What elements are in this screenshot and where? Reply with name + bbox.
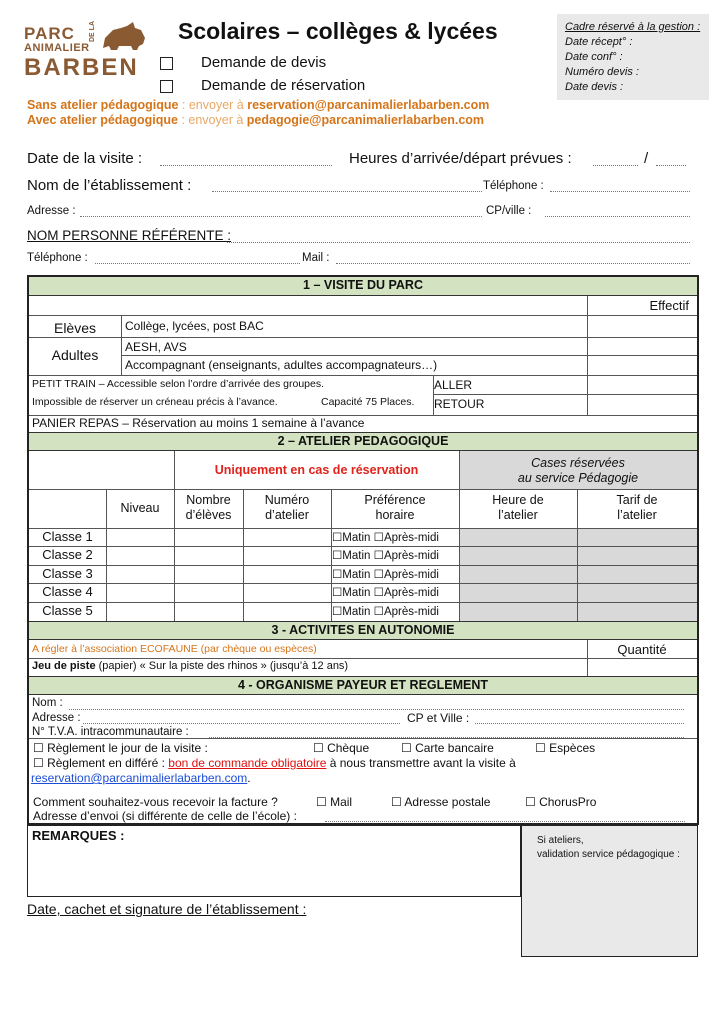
petit-train-desc: – Accessible selon l’ordre d’arrivée des groupes. — [95, 378, 325, 390]
reglement-differe[interactable] — [33, 756, 516, 770]
heure-arrivee-field[interactable] — [593, 165, 638, 166]
adresse-envoi-label: Adresse d’envoi (si différente de celle de l’école) : — [33, 809, 297, 823]
reservation-email-line — [31, 771, 251, 785]
header-tarif-atelier: Tarif de l’atelier — [616, 493, 658, 522]
signature-label: Date, cachet et signature de l’établissement : — [27, 901, 307, 917]
avec-atelier-label: Avec atelier pédagogique — [27, 113, 178, 127]
classe-row-label: Classe 3 — [42, 566, 93, 581]
eleves-label: Elèves — [53, 320, 97, 336]
facture-question: Comment souhaitez-vous recevoir la facture ? — [33, 795, 278, 809]
gestion-line: Date récept° : — [565, 36, 633, 48]
date-visite-field[interactable] — [160, 165, 332, 166]
cheque-option[interactable]: ☐ Chèque — [313, 741, 370, 755]
sans-atelier-label: Sans atelier pédagogique — [27, 98, 179, 112]
avec-atelier-line — [27, 113, 484, 127]
gestion-line: Date devis : — [565, 81, 624, 93]
date-visite-label: Date de la visite : — [27, 150, 143, 167]
apres-midi-checkbox[interactable]: ☐Après-midi — [373, 606, 439, 618]
logo-dela: DE LA — [89, 21, 96, 42]
jeu-de-piste-desc: (papier) « Sur la piste des rhinos » (jusqu’à 12 ans) — [95, 660, 349, 672]
sans-atelier-email[interactable]: reservation@parcanimalierlabarben.com — [247, 98, 490, 112]
header-heure-atelier: Heure de l’atelier — [492, 493, 544, 522]
payeur-cp-ville-field[interactable] — [475, 723, 684, 724]
adresse-envoi-field[interactable] — [325, 821, 685, 822]
form-title: Scolaires – collèges & lycées — [178, 18, 498, 44]
checkbox-devis-row[interactable] — [160, 54, 326, 71]
etablissement-field[interactable] — [212, 191, 482, 192]
header-preference: Préférence horaire — [364, 493, 426, 522]
section1-header: 1 – VISITE DU PARC — [29, 277, 697, 296]
cases-reservees-line1: Cases réservées — [531, 456, 625, 470]
validation-line1: Si ateliers, — [537, 835, 584, 846]
heure-depart-field[interactable] — [656, 165, 686, 166]
mail-field[interactable] — [336, 263, 690, 264]
label-reservation: Demande de réservation — [201, 77, 366, 94]
slash: / — [644, 150, 649, 167]
remarques-box[interactable] — [27, 825, 521, 897]
heures-label: Heures d’arrivée/départ prévues : — [349, 150, 572, 167]
validation-box — [521, 825, 698, 957]
section3-header: 3 - ACTIVITES EN AUTONOMIE — [29, 621, 697, 640]
aller-label: ALLER — [434, 378, 473, 392]
classe-row-label: Classe 1 — [42, 529, 93, 544]
matin-checkbox[interactable]: ☐Matin — [332, 550, 371, 562]
facture-mail-option[interactable]: ☐ Mail — [316, 795, 353, 809]
tva-label: N° T.V.A. intracommunautaire : — [32, 726, 189, 738]
mail-label: Mail : — [302, 252, 330, 264]
eleves-desc: Collège, lycées, post BAC — [125, 319, 264, 333]
payeur-nom-label: Nom : — [32, 697, 63, 709]
retour-label: RETOUR — [434, 397, 485, 411]
ecofaune-note: A régler à l’association ECOFAUNE (par chèque ou espèces) — [32, 643, 317, 655]
apres-midi-checkbox[interactable]: ☐Après-midi — [373, 532, 439, 544]
adresse-field[interactable] — [80, 216, 482, 217]
petit-train-line1 — [32, 378, 324, 390]
preference-row-2[interactable] — [332, 548, 439, 562]
gestion-title: Cadre réservé à la gestion : — [565, 21, 701, 33]
header-niveau: Niveau — [120, 501, 160, 515]
payeur-cp-ville-label: CP et Ville : — [407, 711, 470, 725]
preference-row-4[interactable] — [332, 585, 439, 599]
referent-field[interactable] — [227, 242, 690, 243]
preference-row-1[interactable] — [332, 530, 439, 544]
preference-row-3[interactable] — [332, 567, 439, 581]
adresse-label: Adresse : — [27, 205, 76, 217]
reservation-email-link[interactable]: reservation@parcanimalierlabarben.com — [31, 771, 248, 785]
preference-row-5[interactable] — [332, 604, 439, 618]
etablissement-label: Nom de l’établissement : — [27, 177, 192, 194]
matin-checkbox[interactable]: ☐Matin — [332, 606, 371, 618]
panier-repas: PANIER REPAS – Réservation au moins 1 semaine à l’avance — [32, 416, 365, 430]
checkbox-devis[interactable] — [160, 57, 173, 70]
logo-animalier: ANIMALIER — [24, 42, 90, 54]
section4-header: 4 - ORGANISME PAYEUR ET REGLEMENT — [29, 676, 697, 695]
reglement-differe-label: ☐ Règlement en différé : — [33, 756, 169, 770]
gestion-line: Date conf° : — [565, 51, 623, 63]
payeur-adresse-label: Adresse : — [32, 712, 81, 724]
matin-checkbox[interactable]: ☐Matin — [332, 569, 371, 581]
envoyer-text: : envoyer à — [178, 98, 248, 112]
classe-row-label: Classe 2 — [42, 547, 93, 562]
email-point: . — [247, 771, 251, 785]
referent-label: NOM PERSONNE RÉFÉRENTE : — [27, 228, 232, 243]
rhino-icon — [99, 20, 147, 52]
petit-train-capacite: Capacité 75 Places. — [321, 396, 415, 408]
telephone-field[interactable] — [550, 191, 690, 192]
logo-barben: BARBEN — [24, 54, 139, 81]
cases-reservees — [459, 456, 697, 486]
facture-postale-option[interactable]: ☐ Adresse postale — [391, 795, 491, 809]
checkbox-reservation[interactable] — [160, 80, 173, 93]
adultes-label: Adultes — [51, 347, 99, 363]
payeur-nom-field[interactable] — [69, 709, 684, 710]
sans-atelier-line — [27, 98, 489, 112]
envoyer-text: : envoyer à — [177, 113, 247, 127]
apres-midi-checkbox[interactable]: ☐Après-midi — [373, 550, 439, 562]
header-nombre-eleves: Nombre d’élèves — [185, 493, 232, 522]
checkbox-reservation-row[interactable] — [160, 77, 365, 94]
bon-commande-link[interactable]: bon de commande obligatoire — [168, 756, 327, 770]
quantite-header: Quantité — [617, 642, 667, 657]
cp-ville-label: CP/ville : — [486, 205, 532, 217]
remarques-label: REMARQUES : — [32, 828, 125, 843]
classe-row-label: Classe 5 — [42, 603, 93, 618]
logo-parc: PARC — [24, 24, 75, 43]
petit-train-title: PETIT TRAIN — [32, 378, 96, 390]
avec-atelier-email[interactable]: pedagogie@parcanimalierlabarben.com — [246, 113, 485, 127]
header-numero-atelier: Numéro d’atelier — [264, 493, 310, 522]
effectif-header: Effectif — [649, 298, 689, 313]
payeur-adresse-field[interactable] — [83, 723, 400, 724]
validation-line2: validation service pédagogique : — [537, 849, 680, 860]
telephone2-label: Téléphone : — [27, 252, 88, 264]
apres-midi-checkbox[interactable]: ☐Après-midi — [373, 569, 439, 581]
matin-checkbox[interactable]: ☐Matin — [332, 587, 371, 599]
facture-chorus-option[interactable]: ☐ ChorusPro — [525, 795, 597, 809]
gestion-line: Numéro devis : — [565, 66, 639, 78]
classe-row-label: Classe 4 — [42, 584, 93, 599]
apres-midi-checkbox[interactable]: ☐Après-midi — [373, 587, 439, 599]
reglement-differe-rest: à nous transmettre avant la visite à — [326, 756, 516, 770]
carte-option[interactable]: ☐ Carte bancaire — [401, 741, 494, 755]
telephone-label: Téléphone : — [483, 180, 544, 192]
adultes-desc2: Accompagnant (enseignants, adultes accompagnateurs…) — [125, 358, 438, 372]
main-form-frame — [27, 275, 699, 825]
cp-ville-field[interactable] — [545, 216, 690, 217]
jeu-de-piste — [32, 660, 348, 672]
gestion-box — [557, 14, 709, 100]
label-devis: Demande de devis — [201, 54, 327, 71]
adultes-desc1: AESH, AVS — [125, 340, 187, 354]
reglement-jour[interactable]: ☐ Règlement le jour de la visite : — [33, 741, 208, 755]
matin-checkbox[interactable]: ☐Matin — [332, 532, 371, 544]
telephone2-field[interactable] — [95, 263, 300, 264]
especes-option[interactable]: ☐ Espèces — [535, 741, 596, 755]
cases-reservees-line2: au service Pédagogie — [517, 471, 639, 485]
pedagogie-cells-bg — [459, 528, 697, 621]
uniquement-reservation: Uniquement en cas de réservation — [214, 463, 419, 477]
jeu-de-piste-title: Jeu de piste — [32, 660, 96, 672]
petit-train-line2: Impossible de réserver un créneau précis à l’avance. — [32, 396, 278, 408]
parc-logo — [24, 18, 144, 82]
section2-header: 2 – ATELIER PEDAGOGIQUE — [29, 432, 697, 451]
